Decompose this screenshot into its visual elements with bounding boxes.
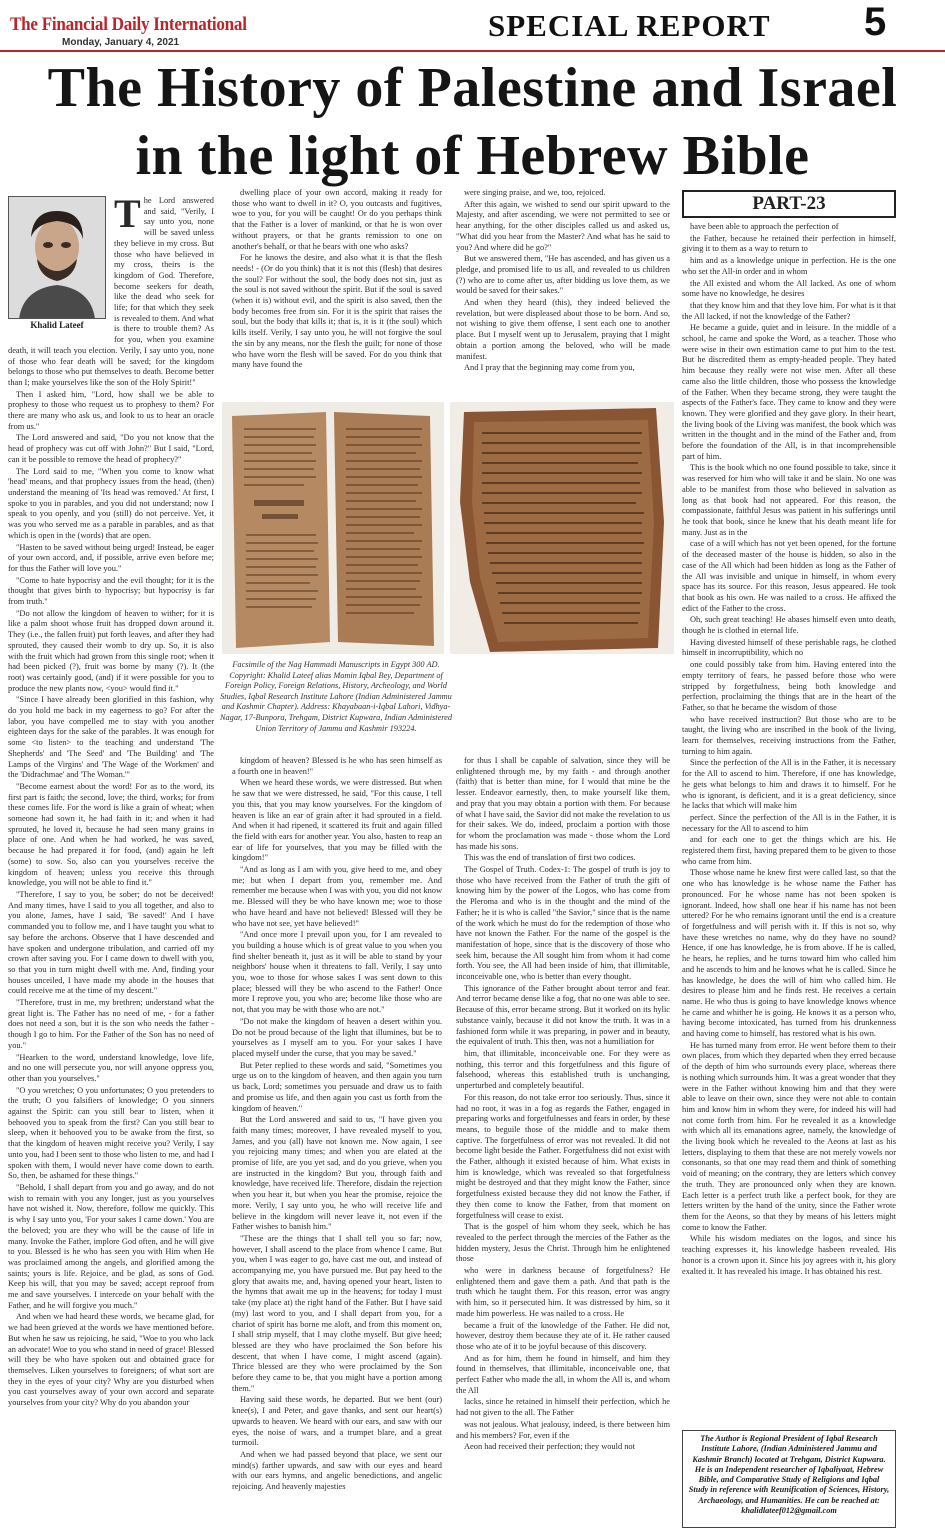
paragraph: lacks, since he retained in himself their perfection, which he had not given to the all. The Father [456, 1397, 670, 1418]
author-photo [8, 196, 106, 332]
newspaper-name: The Financial Daily International [10, 14, 247, 35]
paragraph: "Hearken to the word, understand knowledge, love life, and no one will persecute you, nor will anyone oppress you, other than you yourselves." [8, 1052, 214, 1083]
paragraph: Having divested himself of these perishable rags, he clothed himself in incorruptibility, which no [682, 637, 896, 658]
article-column-3-bottom [456, 756, 670, 1530]
paragraph: Those whose name he knew first were called last, so that the one who has knowledge is he whose name the Father has pronounced. For he whose name has not been spoken is ignorant. Indeed, how shall one hear if his name has not been uttered? For he who remains ignorant until the end is a creature of forgetfulness and will perish with it. If this is not so, why have these wretches no name, why do they have no sound? Hence, if one has knowledge, he is from above. If he is called, he hears, he replies, and he turns toward him who called him and he ascends to him and he knows what he is called. Since he has knowledge, he does the will of him who called him. He desires to please him and he finds rest. He receives a certain name. He who thus is going to have knowledge knows whence he came and whither he is going. He knows it as a person who, having become intoxicated, has turned from his drunkenness and having come to himself, has restored what is his own. [682, 868, 896, 1039]
paragraph: him and as a knowledge unique in perfection. He is the one who set the All-in order and in whom [682, 256, 896, 276]
masthead [0, 0, 945, 50]
headline [0, 54, 945, 190]
paragraph: For this reason, do not take error too seriously. Thus, since it had no root, it was in a fog as regards the Father, engaged in preparing works and forgetfulnesses and fears in order, by these means, to beguile those of the middle and to make them captive. The forgetfulness of error was not revealed. It did not become light beside the Father. Forgetfulness did not exist with the Father, although it existed because of him. What exists in him is knowledge, which was revealed so that forgetfulness might be destroyed and that they might know the Father, since forgetfulness existed because they did not know the Father, if they then come to know the Father, from that moment on forgetfulness will cease to exist. [456, 1092, 670, 1220]
paragraph: "Behold, I shall depart from you and go away, and do not wish to remain with you any longer, just as you yourselves have not wished it. Now, therefore, follow me quickly. This is why I say unto you, 'For your sakes I came down.' You are the beloved; you are they who will be the cause of life in many. Invoke the Father, implore God often, and he will give to you. Blessed is he who has seen you with Him when He was proclaimed among the angels, and glorified among the saints; yours is life. Rejoice, and be glad, as sons of God. Keep his will, that you may be saved; accept reproof from me and save yourselves. I intercede on your behalf with the Father, and he will forgive you much." [8, 1182, 214, 1310]
page-number: 5 [864, 0, 887, 44]
paragraph: When we heard these words, we were distressed. But when he saw that we were distressed, he said, "For this cause, I tell you this, that you may know yourselves. For the kingdom of heaven is like an ear of grain after it had sprouted in a field. And when it had ripened, it scattered its fruit and again filled the field with ears for another year. You also, hasten to reap an ear of life for yourselves, that you may be filled with the kingdom!" [232, 778, 442, 863]
paragraph: "Since I have already been glorified in this fashion, why do you hold me back in my eagerness to go? For after the labor, you have compelled me to stay with you another eighteen days for the sake of the parables. It was enough for some <to listen> to the teaching and understand 'The Shepherds' and 'The Seed' and 'The Building' and 'The Lamps of the Virgins' and 'The Wage of the Workmen' and the 'Didrachmae' and 'The Woman.'" [8, 695, 214, 780]
author-portrait-icon [9, 197, 105, 319]
article-column-4 [682, 222, 896, 1430]
part-badge: PART-23 [682, 190, 896, 218]
paragraph: became a fruit of the knowledge of the Father. He did not, however, destroy them because they ate of it. He rather caused those who ate of it to be joyful because of this discovery. [456, 1320, 670, 1351]
paragraph: "Do not allow the kingdom of heaven to wither; for it is like a palm shoot whose fruit has dropped down around it. They (i.e., the fallen fruit) put forth leaves, and after they had sprouted, they caused their womb to dry up. So, it is also with the fruit which had grown from this single root; when it had been picked (?), fruit was borne by many (?). It (the root) was certainly good, (and) if it were possible for you to produce the new plants now, <you> would find it." [8, 608, 214, 693]
paragraph: the All existed and whom the All lacked. As one of whom some have no knowledge, he desires [682, 278, 896, 299]
paragraph: case of a will which has not yet been opened, for the fortune of the deceased master of the house is hidden, so also in the case of the All which had been hidden as long as the Father of the All was invisible and unique in himself, in whom every space has its source. For this reason, Jesus appeared. He took that book as his own. He was nailed to a cross. He affixed the edict of the Father to the cross. [682, 539, 896, 613]
section-title: SPECIAL REPORT [488, 8, 771, 43]
paragraph: that they know him and that they love him. For what is it that the All lacked, if not the knowledge of the Father? [682, 300, 896, 321]
paragraph: Then I asked him, "Lord, how shall we be able to prophesy to those who request us to prophesy to them? For there are many who ask us, and look to us to hear an oracle from us." [8, 389, 214, 431]
paragraph: But we answered them, "He has ascended, and has given us a pledge, and promised life to us all, and revealed to us children (?) who are to come after us, after bidding us love them, as we would be saved for their sakes." [456, 254, 670, 296]
paragraph: While his wisdom mediates on the logos, and since his teaching expresses it, his knowledge hasbeen revealed. His honor is a crown upon it. Since his joy agrees with it, his glory exalted it. It has revealed his image. It has obtained his rest. [682, 1234, 896, 1276]
article-column-1 [8, 196, 214, 1530]
paragraph: This is the book which no one found possible to take, since it was reserved for him who will take it and be slain. No one was able to be manifest from those who believed in salvation as long as that book had not appeared. For this reason, the compassionate, faithful Jesus was patient in his sufferings until he took that book, since he knew that his death meant life for many. Just as in the [682, 463, 896, 537]
paragraph: perfect. Since the perfection of the All is in the Father, it is necessary for the All to ascend to him [682, 812, 896, 833]
paragraph: And when they heard (this), they indeed believed the revelation, but were displeased about those to be born. And so, not wishing to give them offense, I sent each one to another place. But I myself went up to Jerusalem, praying that I might obtain a portion among the beloved, who will be made manifest. [456, 298, 670, 361]
paragraph: who were in darkness because of forgetfulness? He enlightened them and gave them a path. And that path is the truth which he taught them. For this reason, error was angry with him, so it persecuted him. It was distressed by him, so it made him powerless. He was nailed to a cross. He [456, 1266, 670, 1318]
paragraph: "Do not make the kingdom of heaven a desert within you. Do not be proud because of the light that illumines, but be to yourselves as I myself am to you. For your sakes I have placed myself under the curse, that you may be saved." [232, 1016, 442, 1058]
paragraph: was not jealous. What jealousy, indeed, is there between him and his members? For, even if the [456, 1419, 670, 1440]
masthead-rule [0, 50, 945, 52]
paragraph: Oh, such great teaching! He abases himself even unto death, though he is clothed in eternal life. [682, 615, 896, 636]
paragraph: He became a guide, quiet and in leisure. In the middle of a school, he came and spoke the Word, as a teacher. Those who were wise in their own estimation came to put him to the test. But he discredited them as empty-headed people. They hated him because they really were not wise men. After all these came also the little children, those who possess the knowledge of the Father. When they became strong, they were taught the aspects of the Father's face. They came to know and they were known. They were glorified and they gave glory. In their heart, the living book of the Living was manifest, the book which was written in the thought and in the mind of the Father and, from before the foundation of the All, is in that incomprehensible part of him. [682, 323, 896, 461]
article-column-3-top [456, 188, 670, 400]
paragraph: the Father, because he retained their perfection in himself, giving it to them as a way to return to [682, 233, 896, 254]
paragraph: The Lord answered and said, "Do you not know that the head of prophecy was cut off with John?" But I said, "Lord, can it be possible to remove the head of prophecy?" [8, 433, 214, 464]
paragraph: "Hasten to be saved without being urged! Instead, be eager of your own accord, and, if possible, arrive even before me; for thus the Father will love you." [8, 542, 214, 573]
author-bio-box: The Author is Regional President of Iqbal Research Institute Lahore, (Indian Administered Jammu and Kashmir Branch) located at Trehgam, District Kupwara. He is an Independent researcher of Iqbaliyaat, Hebrew Bible, and Comparative Study of Religions and Iqbal Study in reference with Reunification of Sciences, History, Archaeology, and Humanities. He can be reached at: khalidlateef012@gmail.com [682, 1430, 896, 1528]
paragraph: The Lord said to me, "When you come to know what 'head' means, and that prophecy issues from the head, (then) understand the meaning of 'Its head was removed.' At first, I spoke to you in parables, and you did not understand; now I speak to you openly, and you (still) do not perceive. Yet, it was you who served me as a parable in parables, and as that which is open in the (words) that are open. [8, 466, 214, 540]
paragraph: "And as long as I am with you, give heed to me, and obey me; but when I depart from you, remember me. And remember me because when I was with you, you did not know me. Blessed will they be who have known me; woe to those who have heard and have not believed! Blessed will they be who have not see, yet have believed!" [232, 865, 442, 928]
paragraph: "Come to hate hypocrisy and the evil thought; for it is the thought that gives birth to hypocrisy; but hypocrisy is far from truth." [8, 575, 214, 607]
paragraph: This ignorance of the Father brought about terror and fear. And terror became dense like a fog, that no one was able to see. Because of this, error became strong. But it worked on its hylic substance vainly, because it did not know the truth. It was in a fashioned form while it was preparing, in power and in beauty, the equivalent of truth. This then, was not a humiliation for [456, 983, 670, 1047]
article-column-2-bottom [232, 756, 442, 1530]
paragraph: The Lord answered and said, "Verily, I say unto you, none will be saved unless they believe in my cross. But those who have believed in my cross, theirs is the kingdom of God. Therefore, become seekers for death, like the dead who seek for life; for that which they seek is revealed to them. And what is there to trouble them? As for you, when you examine death, it will teach you election. Verily, I say unto you, none of those who fear death will be saved; for the kingdom belongs to those who put themselves to death. Become better than I; make yourselves like the son of the Holy Spirit!" [8, 196, 214, 387]
paragraph: That is the gospel of him whom they seek, which he has revealed to the perfect through the mercies of the Father as the hidden mystery, Jesus the Christ. Through him he enlightened those [456, 1222, 670, 1264]
manuscript-figure [218, 402, 674, 654]
article-column-2-top [232, 188, 442, 400]
issue-date: Monday, January 4, 2021 [62, 37, 180, 48]
paragraph: "O you wretches; O you unfortunates; O you pretenders to the truth; O you falsifiers of knowledge; O you sinners against the Spirit: can you still bear to listen, when it behooved you to speak from the first? Can you still bear to sleep, when it behooved you to be awake from the first, so that the kingdom of heaven might receive you? Verily, I say unto you, had I been sent to those who listen to me, and had I spoken with them, I would never have come down to earth. So, then, be ashamed for these things." [8, 1085, 214, 1181]
author-name: Khalid Lateef [8, 318, 106, 332]
paragraph: dwelling place of your own accord, making it ready for those who want to dwell in it? O, you outcasts and fugitives, woe to you, for you will be caught! Or do you perhaps think that the Father is a lover of mankind, or that he is won over without prayers, or that he grants remission to one on another's behalf, or that he bears with one who asks? [232, 188, 442, 251]
paragraph: The Gospel of Truth. Codex-1: The gospel of truth is joy to those who have received from the Father of truth the gift of knowing him by the power of the Logos, who has come from the Pleroma and who is in the thought and the mind of the Father; he it is who is called "the Savior," since that is the name of the work which he must do for the redemption of those who have not known the Father. For the name of the gospel is the manifestation of hope, since that is the discovery of those who seek him, because the All sought him from whom it had come forth. You see, the All had been inside of him, that illimitable, inconceivable one, who is better than every thought. [456, 865, 670, 982]
paragraph: And as for him, them he found in himself, and him they found in themselves, that illimitable, inconceivable one, that perfect Father who made the all, in whom the All is, and whom the All [456, 1353, 670, 1395]
papyrus-fragment-image [450, 402, 674, 654]
paragraph: But the Lord answered and said to us, "I have given you faith many times; moreover, I have revealed myself to you, James, and you (all) have not known me. Now again, I see you rejoicing many times; and when you are elated at the promise of life, are you yet sad, and do you grieve, when you are instructed in the kingdom? But you, through faith and knowledge, have received life. Therefore, disdain the rejection when you hear it, but when you hear the promise, rejoice the more. Verily, I say unto you, he who will receive life and believe in the kingdom will never leave it, not even if the Father wishes to banish him." [232, 1115, 442, 1232]
drop-cap: T [114, 196, 141, 236]
paragraph: kingdom of heaven? Blessed is he who has seen himself as a fourth one in heaven!" [232, 756, 442, 776]
figure-caption: Facsimile of the Nag Hammadi Manuscripts in Egypt 300 AD. Copyright: Khalid Lateef alias Momin Iqbal Bey, Department of Foreign Policy, Foreign Relations, History, Archeology, and World Studies, Iqbal Research Institute Lahore (Indian Administered Jammu and Kashmir Chapter). Address: Khayabaan-i-Iqbal Lahori, Vidhya-Nagar, 17-Bunpora, Trehgam, District Kupwara, Indian Administered Union Territory of Jammu and Kashmir 193224. [219, 660, 453, 733]
paragraph: "Become earnest about the word! For as to the word, its first part is faith; the second, love; the third, works; for from these comes life. For the word is like a grain of wheat; when someone had sown it, he had faith in it; and when it had sprouted, he loved it, because he had seen many grains in place of one. And when he had worked, he was saved, because he had prepared it for food, (and) again he left (some) to sow. So, also can you yourselves receive the kingdom of heaven; unless you receive this through knowledge, you will not be able to find it." [8, 781, 214, 888]
paragraph: And when we had heard these words, we became glad, for we had been grieved at the words we have mentioned before. But when he saw us rejoicing, he said, "Woe to you who lack an advocate! Woe to you who stand in need of grace! Blessed will they be who have spoken out and obtained grace for themselves. Liken yourselves to foreigners; of what sort are they in the eyes of your city? Why are you disturbed when you cast yourselves away of your own accord and separate yourselves from your city? Why do you abandon your [8, 1312, 214, 1408]
paragraph: have been able to approach the perfection of [690, 222, 839, 231]
paragraph: were singing praise, and we, too, rejoiced. [464, 188, 606, 197]
paragraph: "These are the things that I shall tell you so far; now, however, I shall ascend to the place from whence I came. But you, when I was eager to go, have cast me out, and instead of accompanying me, you have pursued me. But pay heed to the glory that awaits me, and, having opened your heart, listen to the hymns that await me up in the heavens; for today I must take (my place at) the right hand of the Father. But I have said (my) last word to you, and I shall depart from you, for a chariot of spirit has borne me aloft, and from this moment on, I shall strip myself, that I may clothe myself. But give heed; blessed are they who have proclaimed the Son before his descent, that when I have come, I might ascend (again). Thrice blessed are they who were proclaimed by the Son before they came to be, that you might have a portion among them." [232, 1233, 442, 1393]
paragraph: For he knows the desire, and also what it is that the flesh needs! - (Or do you think) that it is not this (flesh) that desires the soul? For without the soul, the body does not sin, just as the soul is not saved without the spirit. But if the soul is saved (when it is) without evil, and the spirit is also saved, then the body becomes free from sin. For it is the spirit that raises the soul, but the body that kills it; that is, it is it (the soul) which kills itself. Verily, I say unto you, he will not forgive the soul the sin by any means, nor the flesh the guilt; for none of those who have worn the flesh will be saved. For do you think that many have found the [232, 253, 442, 370]
paragraph: "Therefore, I say to you, be sober; do not be deceived! And many times, have I said to you all together, and also to you alone, James, have I said, 'Be saved!' And I have commanded you to follow me, and I have taught you what to say before the archons. Observe that I have descended and have spoken and undergone tribulation, and carried off my crown after saving you. For I came down to dwell with you, so that you in turn might dwell with me. And, finding your houses unceiled, I have made my abode in the houses that could receive me at the time of my descent." [8, 890, 214, 996]
paragraph: Since the perfection of the All is in the Father, it is necessary for the All to ascend to him. Therefore, if one has knowledge, he gets what belongs to him and draws it to himself. For he who is ignorant, is deficient, and it is a great deficiency, since he lacks that which will make him [682, 758, 896, 811]
paragraph: him, that illimitable, inconceivable one. For they were as nothing, this terror and this forgetfulness and this figure of falsehood, whereas this established truth is unchanging, unperturbed and completely beautiful. [456, 1048, 670, 1091]
paragraph: After this again, we wished to send our spirit upward to the Majesty, and after ascending, we were not permitted to see or hear anything, for the other disciples called us and asked us, "What did you hear from the Master? And what has he said to you? And where did he go?" [456, 199, 670, 252]
paragraph: "Therefore, trust in me, my brethren; understand what the great light is. The Father has no need of me, - for a father does not need a son, but it is the son who needs the father - though I go to him. For the Father of the Son has no need of you." [8, 998, 214, 1050]
paragraph: Having said these words, he departed. But we bent (our) knee(s), I and Peter, and gave thanks, and sent our heart(s) upwards to heaven. We heard with our ears, and saw with our eyes, the noise of wars, and a trumpet blare, and a great turmoil. [232, 1395, 442, 1448]
paragraph: "And once more I prevail upon you, for I am revealed to you building a house which is of great value to you when you find shelter beneath it, just as it will be able to stand by your neighbors' house when it threatens to fall. Verily, I say unto you, woe to those for whose sakes I was sent down to this place; blessed will they be who ascend to the Father! Once more I reprove you, you who are; become like those who are not, that you may be with those who are not." [232, 930, 442, 1015]
paragraph: and for each one to get the things which are his. He registered them first, having prepared them to be given to those who came from him. [682, 835, 896, 866]
paragraph: And I pray that the beginning may come from you, [464, 363, 635, 373]
paragraph: But Peter replied to these words and said, "Sometimes you urge us on to the kingdom of heaven, and then again you turn us back, Lord; sometimes you persuade and draw us to faith and promise us life, and then again you cast us forth from the kingdom of heaven." [232, 1060, 442, 1113]
codex-facsimile-left-image [222, 402, 444, 654]
paragraph: And when we had passed beyond that place, we sent our mind(s) farther upwards, and saw with our eyes and heard with our ears hymns, and angelic benedictions, and angelic rejoicing. And heavenly majesties [232, 1450, 442, 1492]
paragraph: Aeon had received their perfection; they would not [464, 1442, 635, 1452]
paragraph: This was the end of translation of first two codices. [464, 853, 636, 863]
headline-line-1: The History of Palestine and Israel [47, 57, 898, 119]
paragraph: one could possibly take from him. Having entered into the empty territory of fears, he passed before those who were stripped by forgetfulness, being both knowledge and perfection, proclaiming the things that are in the heart of the Father, so that he became the wisdom of those [682, 660, 896, 712]
headline-line-2: in the light of Hebrew Bible [135, 125, 810, 187]
paragraph: for thus I shall be capable of salvation, since they will be enlightened through me, by my faith - and through another (faith) that is better than mine, for I would that mine be the lesser. Endeavor earnestly, then, to make yourself like them, and pray that you may obtain a portion with them. For because of what I have said, the Savior did not make the revelation to us for their sakes. We do, indeed, proclaim a portion with those for whom the proclamation was made - those whom the Lord has made his sons. [456, 756, 670, 851]
paragraph: who have received instruction? But those who are to be taught, the living who are inscribed in the book of the living, learn for themselves, receiving instructions from the Father, turning to him again. [682, 714, 896, 756]
paragraph: He has turned many from error. He went before them to their own places, from which they departed when they erred because of the depth of him who surrounds every place, whereas there is nothing which surrounds him. It was a great wonder that they were in the Father without knowing him and that they were able to leave on their own, since they were not able to contain him and know him in whom they were, for indeed his will had not come forth from him. For he revealed it as a knowledge with which all its emanations agree, namely, the knowledge of the living book which he revealed to the Aeons at last as his letters, displaying to them that these are not merely vowels nor consonants, so that one may read them and think of something void of meaning; on the contrary, they are letters which convey the truth. They are pronounced only when they are known. Each letter is a perfect truth like a perfect book, for they are letters written by the hand of the unity, since the Father wrote them for the Aeons, so that they by means of his letters might come to know the Father. [682, 1040, 896, 1232]
